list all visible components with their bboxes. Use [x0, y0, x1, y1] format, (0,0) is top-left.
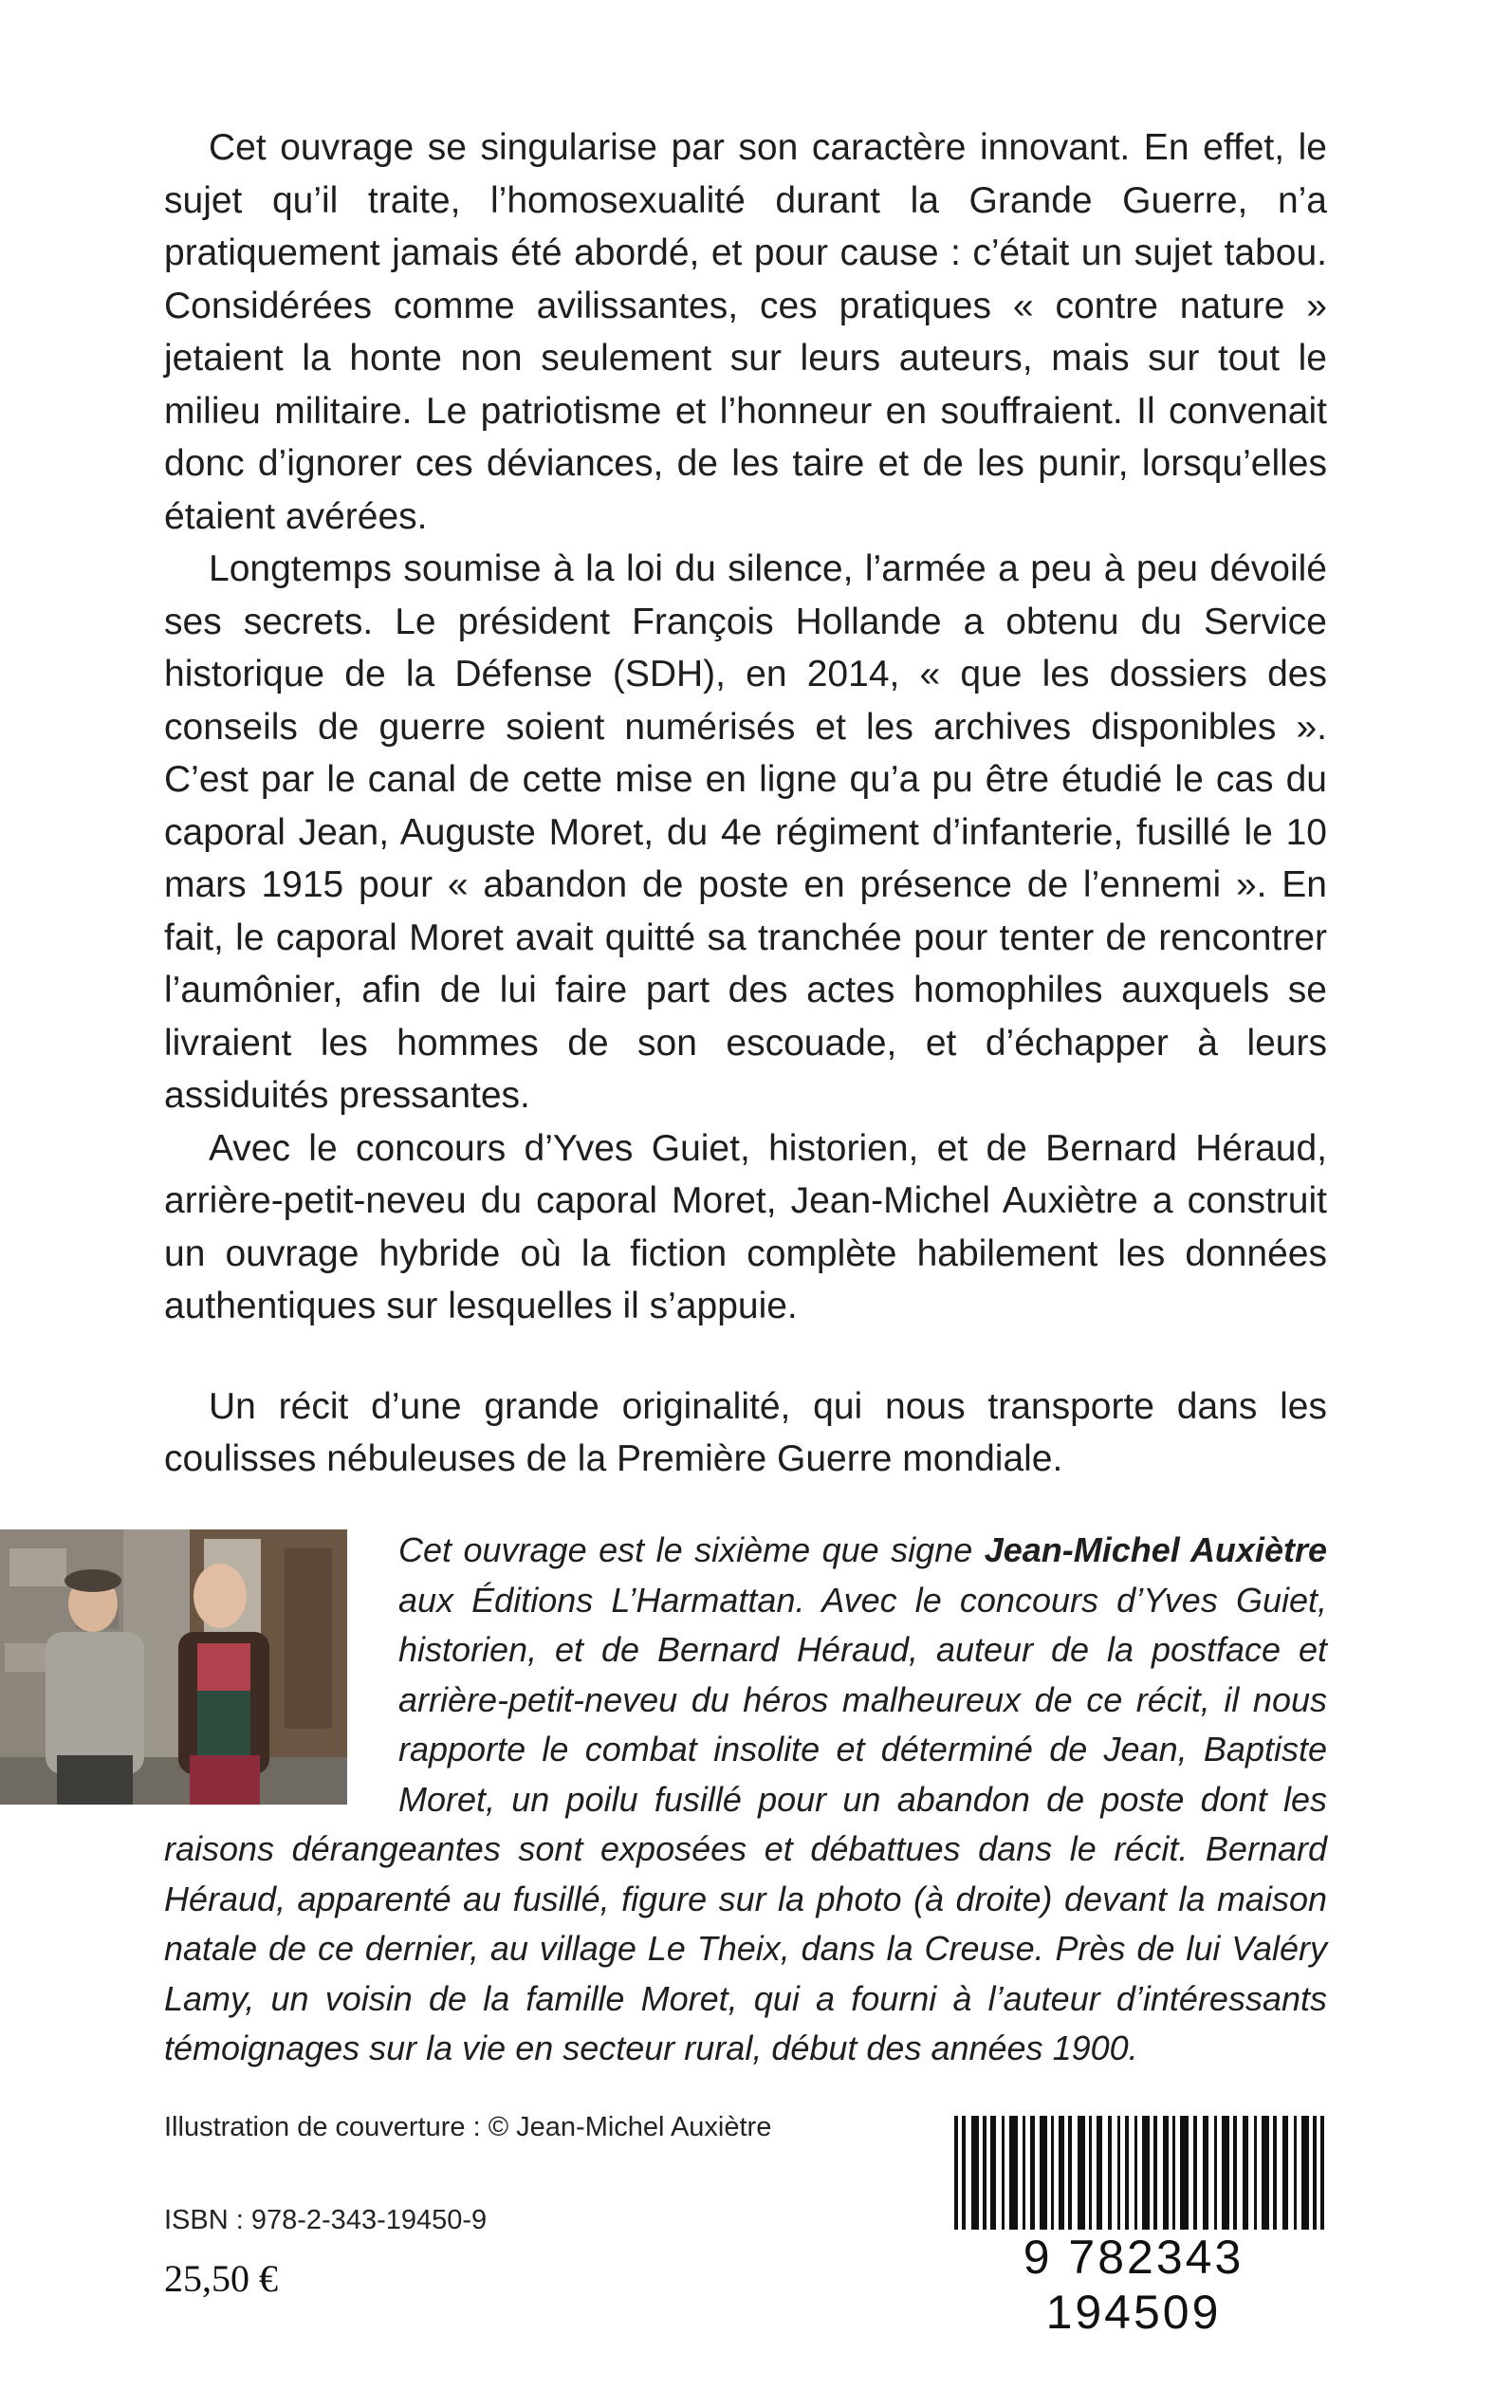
author-name: Jean-Michel Auxiètre [984, 1530, 1327, 1569]
author-bio-intro: Cet ouvrage est le sixième que signe [398, 1530, 985, 1569]
barcode-digits: 9 782343 194509 [939, 2230, 1328, 2296]
synopsis-paragraph: Cet ouvrage se singularise par son caractère innovant. En effet, le sujet qu’il traite, l’homosexualité durant la Grande Guerre, n’a pratiquement jamais été abordé, et pour cause : c’était un sujet tabou. Considérées comme avilissantes, ces pratiques « contre nature » jetaient la honte non seulement sur leurs auteurs, mais sur tout le milieu militaire. Le patriotisme et l’honneur en souffraient. Il convenait donc d’ignorer ces déviances, de les taire et de les punir, lorsqu’elles étaient avérées. [164, 127, 1327, 537]
author-bio [164, 1526, 1327, 2074]
synopsis-paragraph: Longtemps soumise à la loi du silence, l’armée a peu à peu dévoilé ses secrets. Le président François Hollande a obtenu du Service historique de la Défense (SDH), en 2014, « que les dossiers des conseils de guerre soient numérisés et les archives disponibles ». C’est par le canal de cette mise en ligne qu’a pu être étudié le cas du caporal Jean, Auguste Moret, du 4e régiment d’infanterie, fusillé le 10 mars 1915 pour « abandon de poste en présence de l’ennemi ». En fait, le caporal Moret avait quitté sa tranchée pour tenter de rencontrer l’aumônier, afin de lui faire part des actes homophiles auxquels se livraient les hommes de son escouade, et d’échapper à leurs assiduités pressantes. [164, 548, 1327, 1116]
author-photo-image [0, 1529, 347, 1805]
isbn-label: ISBN : 978-2-343-19450-9 [164, 2205, 488, 2235]
author-photo [0, 1529, 347, 1805]
synopsis-paragraph: Un récit d’une grande originalité, qui nous transporte dans les coulisses nébuleuses de la Première Guerre mondiale. [164, 1385, 1327, 1479]
illustration-credit: Illustration de couverture : © Jean-Michel Auxiètre [164, 2112, 772, 2142]
author-bio-rest: aux Éditions L’Harmattan. Avec le concours d’Yves Guiet, historien, et de Bernard Héraud, auteur de la postface et arrière-petit-neveu du héros malheureux de ce récit, il nous rapporte le combat insolite et déterminé de Jean, Baptiste Moret, un poilu fusillé pour un abandon de poste dont les raisons dérangeantes sont exposées et débattues dans le récit. Bernard Héraud, apparenté au fusillé, figure sur la photo (à droite) devant la maison natale de ce dernier, au village Le Theix, dans la Creuse. Près de lui Valéry Lamy, un voisin de la famille Moret, qui a fourni à l’auteur d’intéressants témoignages sur la vie en secteur rural, début des années 1900. [164, 1580, 1327, 2067]
price-label: 25,50 € [164, 2257, 278, 2300]
synopsis-text [164, 121, 1327, 1486]
synopsis-paragraph: Avec le concours d’Yves Guiet, historien, et de Bernard Héraud, arrière-petit-neveu du caporal Moret, Jean-Michel Auxiètre a construit un ouvrage hybride où la fiction complète habilement les données authentiques sur lesquelles il s’appuie. [164, 1127, 1327, 1326]
